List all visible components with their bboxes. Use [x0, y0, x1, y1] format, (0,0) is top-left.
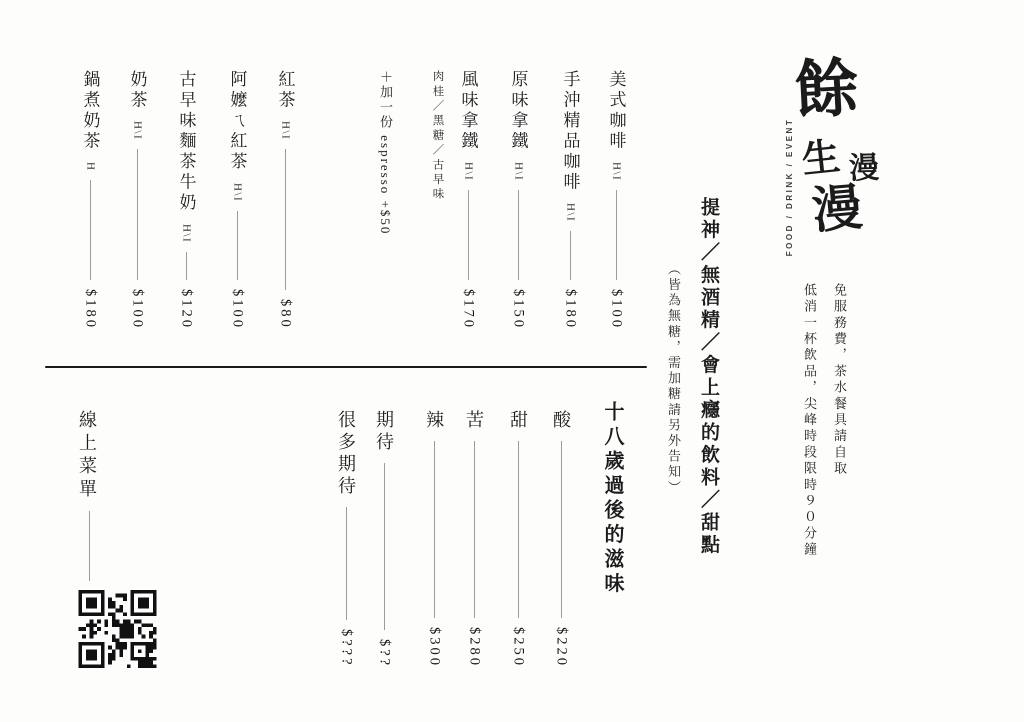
menu-item-milk-tea — [115, 70, 159, 330]
item-price: $150 — [510, 289, 527, 330]
item-leader-line — [474, 441, 475, 618]
menu-item-americano — [594, 70, 638, 330]
item-price: $300 — [426, 627, 443, 668]
logo-char: 漫 — [848, 151, 880, 186]
item-price: $100 — [129, 289, 146, 330]
item-leader-line — [434, 441, 435, 618]
menu-item-sweet — [498, 410, 538, 668]
section-title-after-eighteen: 十八歲過後的滋味 — [601, 401, 623, 597]
item-leader-line — [90, 180, 91, 280]
item-name: 風味拿鐵 — [458, 70, 478, 152]
item-leader-line — [616, 190, 617, 280]
menu-item-many-expectations — [326, 410, 366, 668]
item-leader-line — [346, 507, 347, 620]
item-temp-spec: H — [84, 162, 97, 172]
item-name: 酸 — [551, 410, 571, 432]
item-temp-spec: H\I — [180, 223, 193, 243]
section-subtitle-sugar-note: （皆為無糖，需加糖請另外告知） — [666, 262, 681, 496]
item-leader-line — [518, 441, 519, 618]
item-leader-line — [186, 252, 187, 280]
item-name: 原味拿鐵 — [508, 70, 528, 152]
item-name: 很多期待 — [336, 410, 356, 498]
section-divider — [45, 366, 647, 368]
item-temp-spec: H\I — [131, 121, 144, 141]
item-temp-spec: H\I — [231, 182, 244, 202]
item-price: $120 — [178, 289, 195, 330]
menu-item-pourover-coffee — [548, 70, 592, 330]
item-price: $250 — [510, 627, 527, 668]
menu-item-spicy — [414, 410, 454, 668]
item-leader-line — [518, 190, 519, 280]
item-name: 辣 — [424, 410, 444, 432]
item-name: 奶茶 — [127, 70, 147, 111]
item-name: 甜 — [508, 410, 528, 432]
menu-item-black-tea — [263, 70, 307, 330]
flavor-note: 肉桂／黑糖／古早味 — [431, 70, 444, 203]
qr-code — [78, 590, 157, 668]
item-name: 阿嬤ㄟ紅茶 — [227, 70, 247, 173]
menu-item-latte-original — [496, 70, 540, 330]
item-leader-line — [237, 211, 238, 280]
item-price: $80 — [277, 299, 294, 330]
item-leader-line — [384, 463, 385, 630]
item-temp-spec: H\I — [564, 203, 577, 223]
item-name: 苦 — [464, 410, 484, 432]
espresso-addon-note: ＋加一份 espresso +$50 — [378, 70, 393, 236]
item-name: 美式咖啡 — [606, 70, 626, 152]
item-price: $100 — [608, 289, 625, 330]
logo-char: 生 — [799, 136, 843, 182]
item-name: 古早味麵茶牛奶 — [176, 70, 196, 214]
menu-item-grandma-black-tea — [215, 70, 259, 330]
logo-tagline: FOOD / DRINK / EVENT — [785, 117, 794, 257]
item-price: $180 — [562, 289, 579, 330]
item-price: $220 — [553, 627, 570, 668]
note-minimum-charge: 低消一杯飲品，尖峰時段限時９０分鐘 — [802, 283, 817, 559]
online-menu-block — [78, 410, 158, 668]
item-price: $280 — [466, 627, 483, 668]
item-price: $180 — [82, 289, 99, 330]
item-temp-spec: H\I — [279, 121, 292, 141]
item-price: $100 — [229, 289, 246, 330]
item-leader-line — [137, 149, 138, 280]
item-price: $?? — [376, 638, 393, 668]
item-name: 期待 — [374, 410, 394, 454]
item-name: 鍋煮奶茶 — [80, 70, 100, 152]
item-leader-line — [89, 511, 90, 581]
logo-char: 漫 — [809, 178, 865, 240]
item-price: $??? — [338, 629, 355, 668]
item-leader-line — [570, 231, 571, 280]
item-name: 紅茶 — [275, 70, 295, 111]
menu-item-expectation — [364, 410, 404, 668]
note-service-fee: 免服務費，茶水餐具請自取 — [832, 283, 847, 478]
item-temp-spec: H\I — [462, 162, 475, 182]
menu-item-latte-flavored — [446, 70, 490, 330]
item-leader-line — [468, 190, 469, 280]
menu-item-sour — [541, 410, 581, 668]
menu-item-miancha-milk — [164, 70, 208, 330]
logo-char: 餘 — [793, 52, 861, 127]
menu-item-pot-boiled-milk-tea — [68, 70, 112, 330]
online-menu-label: 線上菜單 — [77, 410, 97, 502]
section-title-drinks: 提神／無酒精／會上癮的飲料／甜點 — [698, 197, 719, 557]
menu-item-bitter — [454, 410, 494, 668]
item-name: 手沖精品咖啡 — [560, 70, 580, 193]
item-temp-spec: H\I — [610, 162, 623, 182]
item-leader-line — [561, 441, 562, 618]
item-leader-line — [285, 149, 286, 290]
item-price: $170 — [460, 289, 477, 330]
item-temp-spec: H\I — [512, 162, 525, 182]
